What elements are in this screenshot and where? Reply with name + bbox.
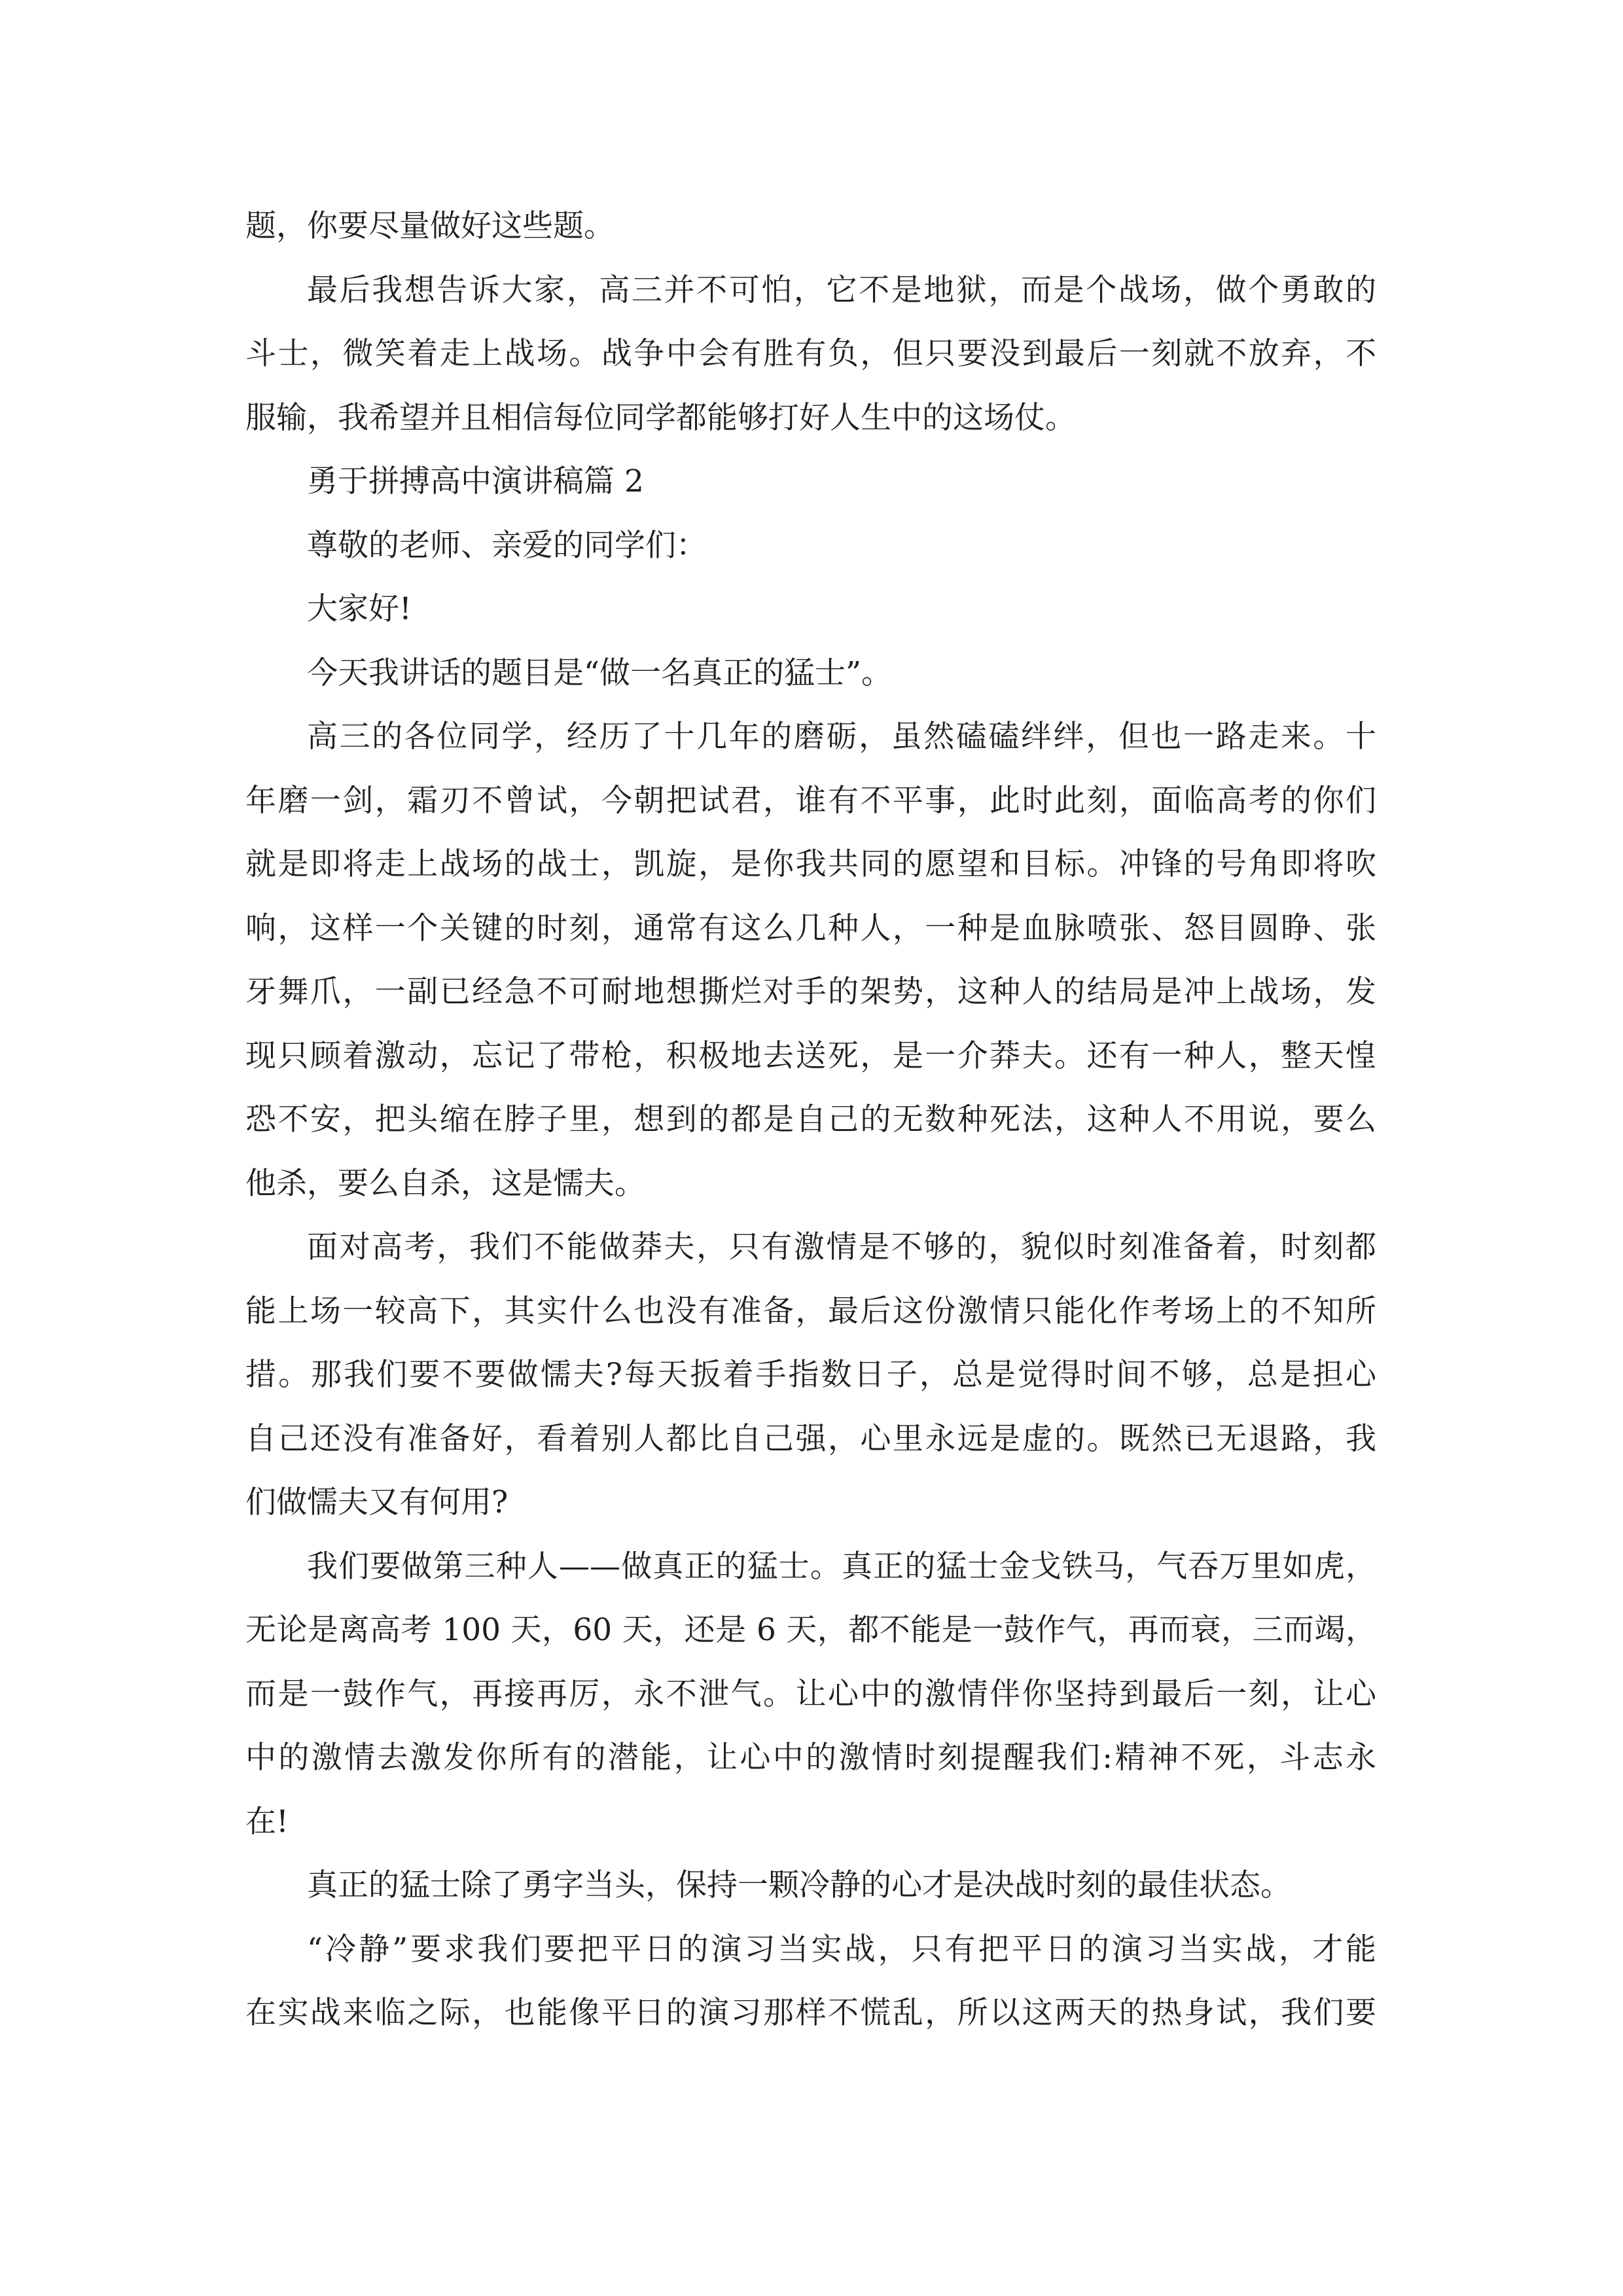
text-line: 我们要做第三种人——做真正的猛士。真正的猛士金戈铁马，气吞万里如虎，: [307, 1548, 1376, 1585]
text-line: 在实战来临之际，也能像平日的演习那样不慌乱，所以这两天的热身试，我们要: [245, 1995, 1376, 2031]
text-line: 响，这样一个关键的时刻，通常有这么几种人，一种是血脉喷张、怒目圆睁、张: [245, 910, 1376, 946]
text-line: 在!: [245, 1803, 289, 1840]
text-line: 最后我想告诉大家，高三并不可怕，它不是地狱，而是个战场，做个勇敢的: [307, 272, 1376, 308]
text-line: 就是即将走上战场的战士，凯旋，是你我共同的愿望和目标。冲锋的号角即将吹: [245, 846, 1376, 882]
text-line: 恐不安，把头缩在脖子里，想到的都是自己的无数种死法，这种人不用说，要么: [245, 1102, 1376, 1138]
text-line: 高三的各位同学，经历了十几年的磨砺，虽然磕磕绊绊，但也一路走来。十: [307, 719, 1376, 755]
paragraph: [245, 1918, 1376, 2045]
document-page: [245, 194, 1376, 2045]
salutation: 尊敬的老师、亲爱的同学们：: [307, 527, 707, 564]
text-line: 牙舞爪，一副已经急不可耐地想撕烂对手的架势，这种人的结局是冲上战场，发: [245, 974, 1376, 1010]
text-line: 能上场一较高下，其实什么也没有准备，最后这份激情只能化作考场上的不知所: [245, 1293, 1376, 1329]
text-line: 面对高考，我们不能做莽夫，只有激情是不够的，貌似时刻准备着，时刻都: [307, 1229, 1376, 1265]
text-line: 真正的猛士除了勇字当头，保持一颗冷静的心才是决战时刻的最佳状态。: [307, 1867, 1291, 1903]
text-line: 题，你要尽量做好这些题。: [245, 208, 615, 244]
paragraph: [245, 1535, 1376, 1854]
paragraph: [245, 194, 1376, 259]
text-line: 年磨一剑，霜刃不曾试，今朝把试君，谁有不平事，此时此刻，面临高考的你们: [245, 782, 1376, 819]
paragraph: [245, 641, 1376, 706]
text-line: 现只顾着激动，忘记了带枪，积极地去送死，是一介莽夫。还有一种人，整天惶: [245, 1037, 1376, 1074]
text-line: 措。那我们要不要做懦夫?每天扳着手指数日子，总是觉得时间不够，总是担心: [245, 1357, 1376, 1393]
paragraph: [245, 1215, 1376, 1535]
text-line: 们做懦夫又有何用?: [245, 1484, 508, 1520]
greeting: 大家好!: [307, 591, 412, 627]
text-line: 他杀，要么自杀，这是懦夫。: [245, 1165, 645, 1202]
paragraph: [245, 705, 1376, 1215]
text-line: 中的激情去激发你所有的潜能，让心中的激情时刻提醒我们:精神不死，斗志永: [245, 1740, 1376, 1776]
text-line: 无论是离高考 100 天，60 天，还是 6 天，都不能是一鼓作气，再而衰，三而竭，: [245, 1612, 1376, 1648]
text-line: 服输，我希望并且相信每位同学都能够打好人生中的这场仗。: [245, 399, 1076, 436]
paragraph: [245, 259, 1376, 450]
text-line: 而是一鼓作气，再接再厉，永不泄气。让心中的激情伴你坚持到最后一刻，让心: [245, 1676, 1376, 1712]
text-line: 斗士，微笑着走上战场。战争中会有胜有负，但只要没到最后一刻就不放弃，不: [245, 336, 1376, 372]
section-title: 勇于拼搏高中演讲稿篇 2: [307, 463, 644, 499]
text-line: “冷静”要求我们要把平日的演习当实战，只有把平日的演习当实战，才能: [307, 1931, 1376, 1967]
text-line: 今天我讲话的题目是“做一名真正的猛士”。: [307, 655, 893, 691]
text-line: 自己还没有准备好，看着别人都比自己强，心里永远是虚的。既然已无退路，我: [245, 1420, 1376, 1457]
paragraph: [245, 1854, 1376, 1918]
